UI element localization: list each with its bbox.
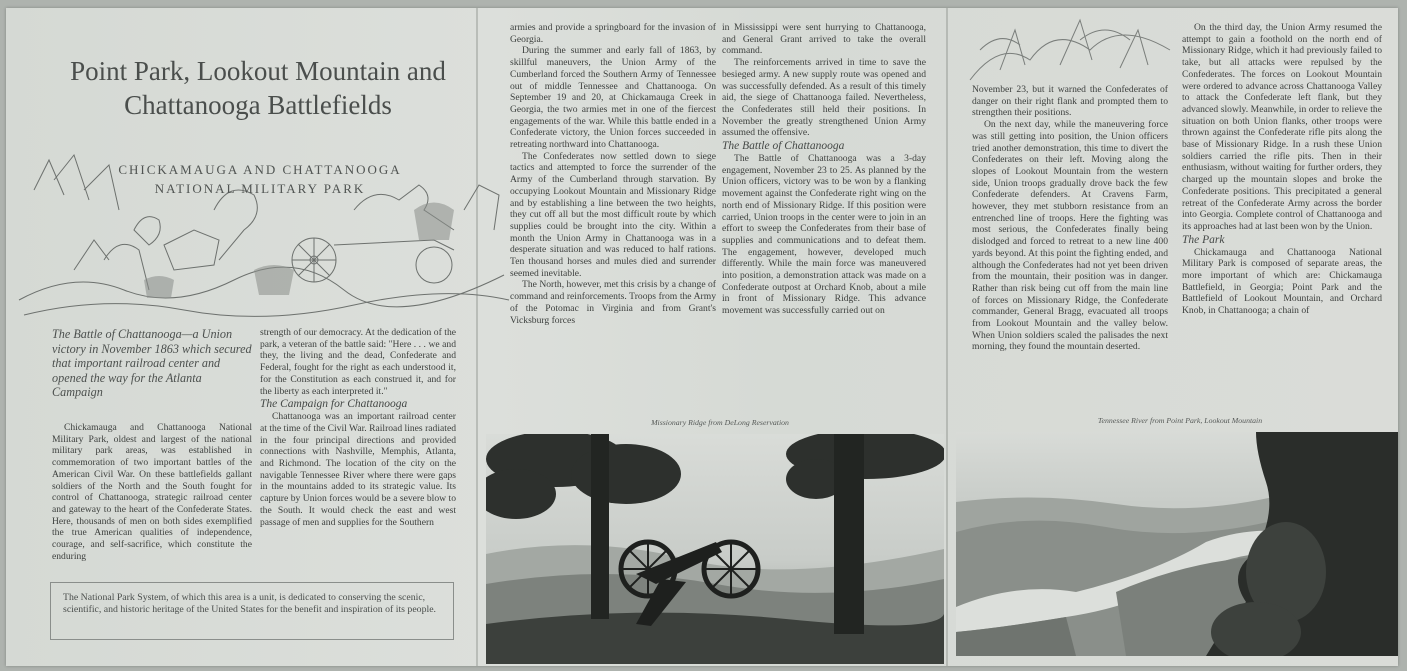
section-heading: The Park <box>1182 233 1225 246</box>
photo-caption: Missionary Ridge from DeLong Reservation <box>651 418 789 427</box>
fold-line <box>476 8 478 666</box>
text-column-5 <box>972 84 1168 353</box>
paragraph: The reinforcements arrived in time to save the besieged army. A new supply route was opened and was successfully defended. As a result of this timely aid, the siege of Chattanooga failed. Nevertheless, the Confederates still held their positions. In November the greatly strengthened Union Army assumed the offensive. <box>722 57 926 139</box>
paragraph: During the summer and early fall of 1863, by skillful maneuvers, the Union Army of the Cumberland forced the Southern Army of Tennessee out of middle Tennessee and Chattanooga. On September 19 and 20, at Chickamauga Creek in Georgia, the two armies met in one of the fiercest engagements of the war. While this battle ended in a Confederate victory, the Union forces succeeded in retreating northward into Chattanooga. <box>510 45 716 151</box>
park-system-note: The National Park System, of which this area is a unit, is dedicated to conserving the scenic, scientific, and historic heritage of the United States for the benefit and inspiration of its people. <box>50 582 454 640</box>
paragraph: The North, however, met this crisis by a change of command and reinforcements. Troops from the Army of the Potomac in Virginia and from Grant's Vicksburg forces <box>510 279 716 326</box>
paragraph: armies and provide a springboard for the invasion of Georgia. <box>510 22 716 45</box>
section-heading: The Campaign for Chattanooga <box>260 398 408 411</box>
paragraph: Chickamauga and Chattanooga National Military Park is composed of separate areas, the more important of which are: Chickamauga Battlefield, in Georgia; Point Park and the Battlefield of Lookout Mountain, and Orchard Knob, in Chattanooga; a chain of <box>1182 246 1382 317</box>
paragraph: On the next day, while the maneuvering force was still getting into position, the Union officers tried another demonstration, this time to divert the Confederates on their left. Moving along the slopes of Lookout Mountain from the western side, Union troops gradually drove back the few Confederate defenders. At Cravens Farm, however, they met stubborn resistance from an entrenched line of troops. Here the fighting was most serious, the Confederates finally being dislodged and forced to retreat to a new line 400 yards beyond. At this point the fighting ended, and although the Confederates had not yet been driven from the mountain, their position was in danger. Rather than risk being cut off from the main line of forces on Missionary Ridge, the Confederate commander, General Bragg, evacuated all troops from Lookout Mountain and the valley below. When Union soldiers scaled the palisades the next morning, they found the mountain deserted. <box>972 119 1168 353</box>
text-column-2 <box>260 327 456 528</box>
tree-sketch-illustration <box>960 10 1180 90</box>
river-valley-photo <box>956 432 1398 656</box>
paragraph: in Mississippi were sent hurrying to Chattanooga, and General Grant arrived to take the overall command. <box>722 22 926 57</box>
cannon-photo <box>486 434 944 664</box>
paragraph: Chattanooga was an important railroad center at the time of the Civil War. Railroad lines radiated in the four principal directions and provided connections with Nashville, Memphis, Atlanta, and Richmond. The location of the city on the navigable Tennessee River where there were gaps in the mountains added to its strategic value. Its capture by Union forces would be a severe blow to the South. It would check the east and west passage of men and supplies for the Southern <box>260 411 456 528</box>
paragraph: On the third day, the Union Army resumed the attempt to gain a foothold on the north end of Missionary Ridge, which it had previously failed to take, but all attacks were repulsed by the Confederates. The forces on Lookout Mountain were ordered to advance across Chattanooga Valley to attack the Confederate left flank, but they advanced slowly. Meanwhile, in order to relieve the situation on both Union flanks, other troops were thrown against the Confederate rifle pits along the base of Missionary Ridge. In a rush these Union soldiers carried the rifle pits. Then in their enthusiasm, without waiting for further orders, they charged up the mountain slopes and broke the Confederate positions. This precipitated a general retreat of the Confederate Army across the border into Georgia. Complete control of Chattanooga and its approaches had at last been won by the Union. <box>1182 22 1382 232</box>
paragraph: The Confederates now settled down to siege tactics and attempted to force the surrender of the Army of the Cumberland through starvation. By occupying Lookout Mountain and Missionary Ridge and by establishing a line between the two heights, they cut off all but the most difficult route by which supplies could be brought into the city. Within a month the Union Army in Chattanooga was in a desperate situation and was reduced to half rations. Ten thousand horses and mules died and surrender seemed inevitable. <box>510 150 716 279</box>
photo-caption: Tennessee River from Point Park, Lookout Mountain <box>1097 416 1263 425</box>
lead-summary: The Battle of Chattanooga—a Union victory in November 1863 which secured that important railroad center and opened the way for the Atlanta Campaign <box>52 327 252 400</box>
park-subtitle <box>60 160 460 198</box>
section-heading: The Battle of Chattanooga <box>722 140 845 153</box>
paragraph: November 23, but it warned the Confederates of danger on their right flank and prompted them to strengthen their positions. <box>972 84 1168 119</box>
paragraph: The Battle of Chattanooga was a 3-day engagement, November 23 to 25. As planned by the Union officers, victory was to be won by a flanking movement against the Confederate right wing on the north end of Missionary Ridge. If this position were carried, Union troops in the center were to join in an effort to sweep the Confederates from their base of supplies and communications and to defeat them. The engagement, however, developed much differently. While the main force was maneuvered into position, a demonstration attack was made on a Confederate outpost at Orchard Knob, about a mile in front of Missionary Ridge. This advance movement was successfully carried out on <box>722 153 926 317</box>
page-title: Point Park, Lookout Mountain and Chattanooga Battlefields <box>70 56 446 120</box>
fold-line <box>946 8 948 666</box>
text-column-1 <box>52 422 252 562</box>
text-column-3 <box>510 22 716 326</box>
paragraph: Chickamauga and Chattanooga National Military Park, oldest and largest of the national military park areas, was established in commemoration of two important battles of the American Civil War. On these battlefields gallant soldiers of the North and the South fought for control of Chattanooga, strategic railroad center and gateway to the heart of the Confederate States. Here, thousands of men on both sides exemplified the true American qualities of independence, courage, and self-sacrifice, which constitute the enduring <box>52 422 252 562</box>
text-column-4 <box>722 22 926 317</box>
paragraph: strength of our democracy. At the dedication of the park, a veteran of the battle said: "Here . . . we and they, the living and the dead, Confederate and Federal, fought for the right as each understood it, for the Constitution as each construed it, and for the liberty as each interpreted it." <box>260 327 456 397</box>
subtitle-line: NATIONAL MILITARY PARK <box>154 181 366 196</box>
text-column-6 <box>1182 22 1382 317</box>
subtitle-line: CHICKAMAUGA AND CHATTANOOGA <box>118 162 402 177</box>
